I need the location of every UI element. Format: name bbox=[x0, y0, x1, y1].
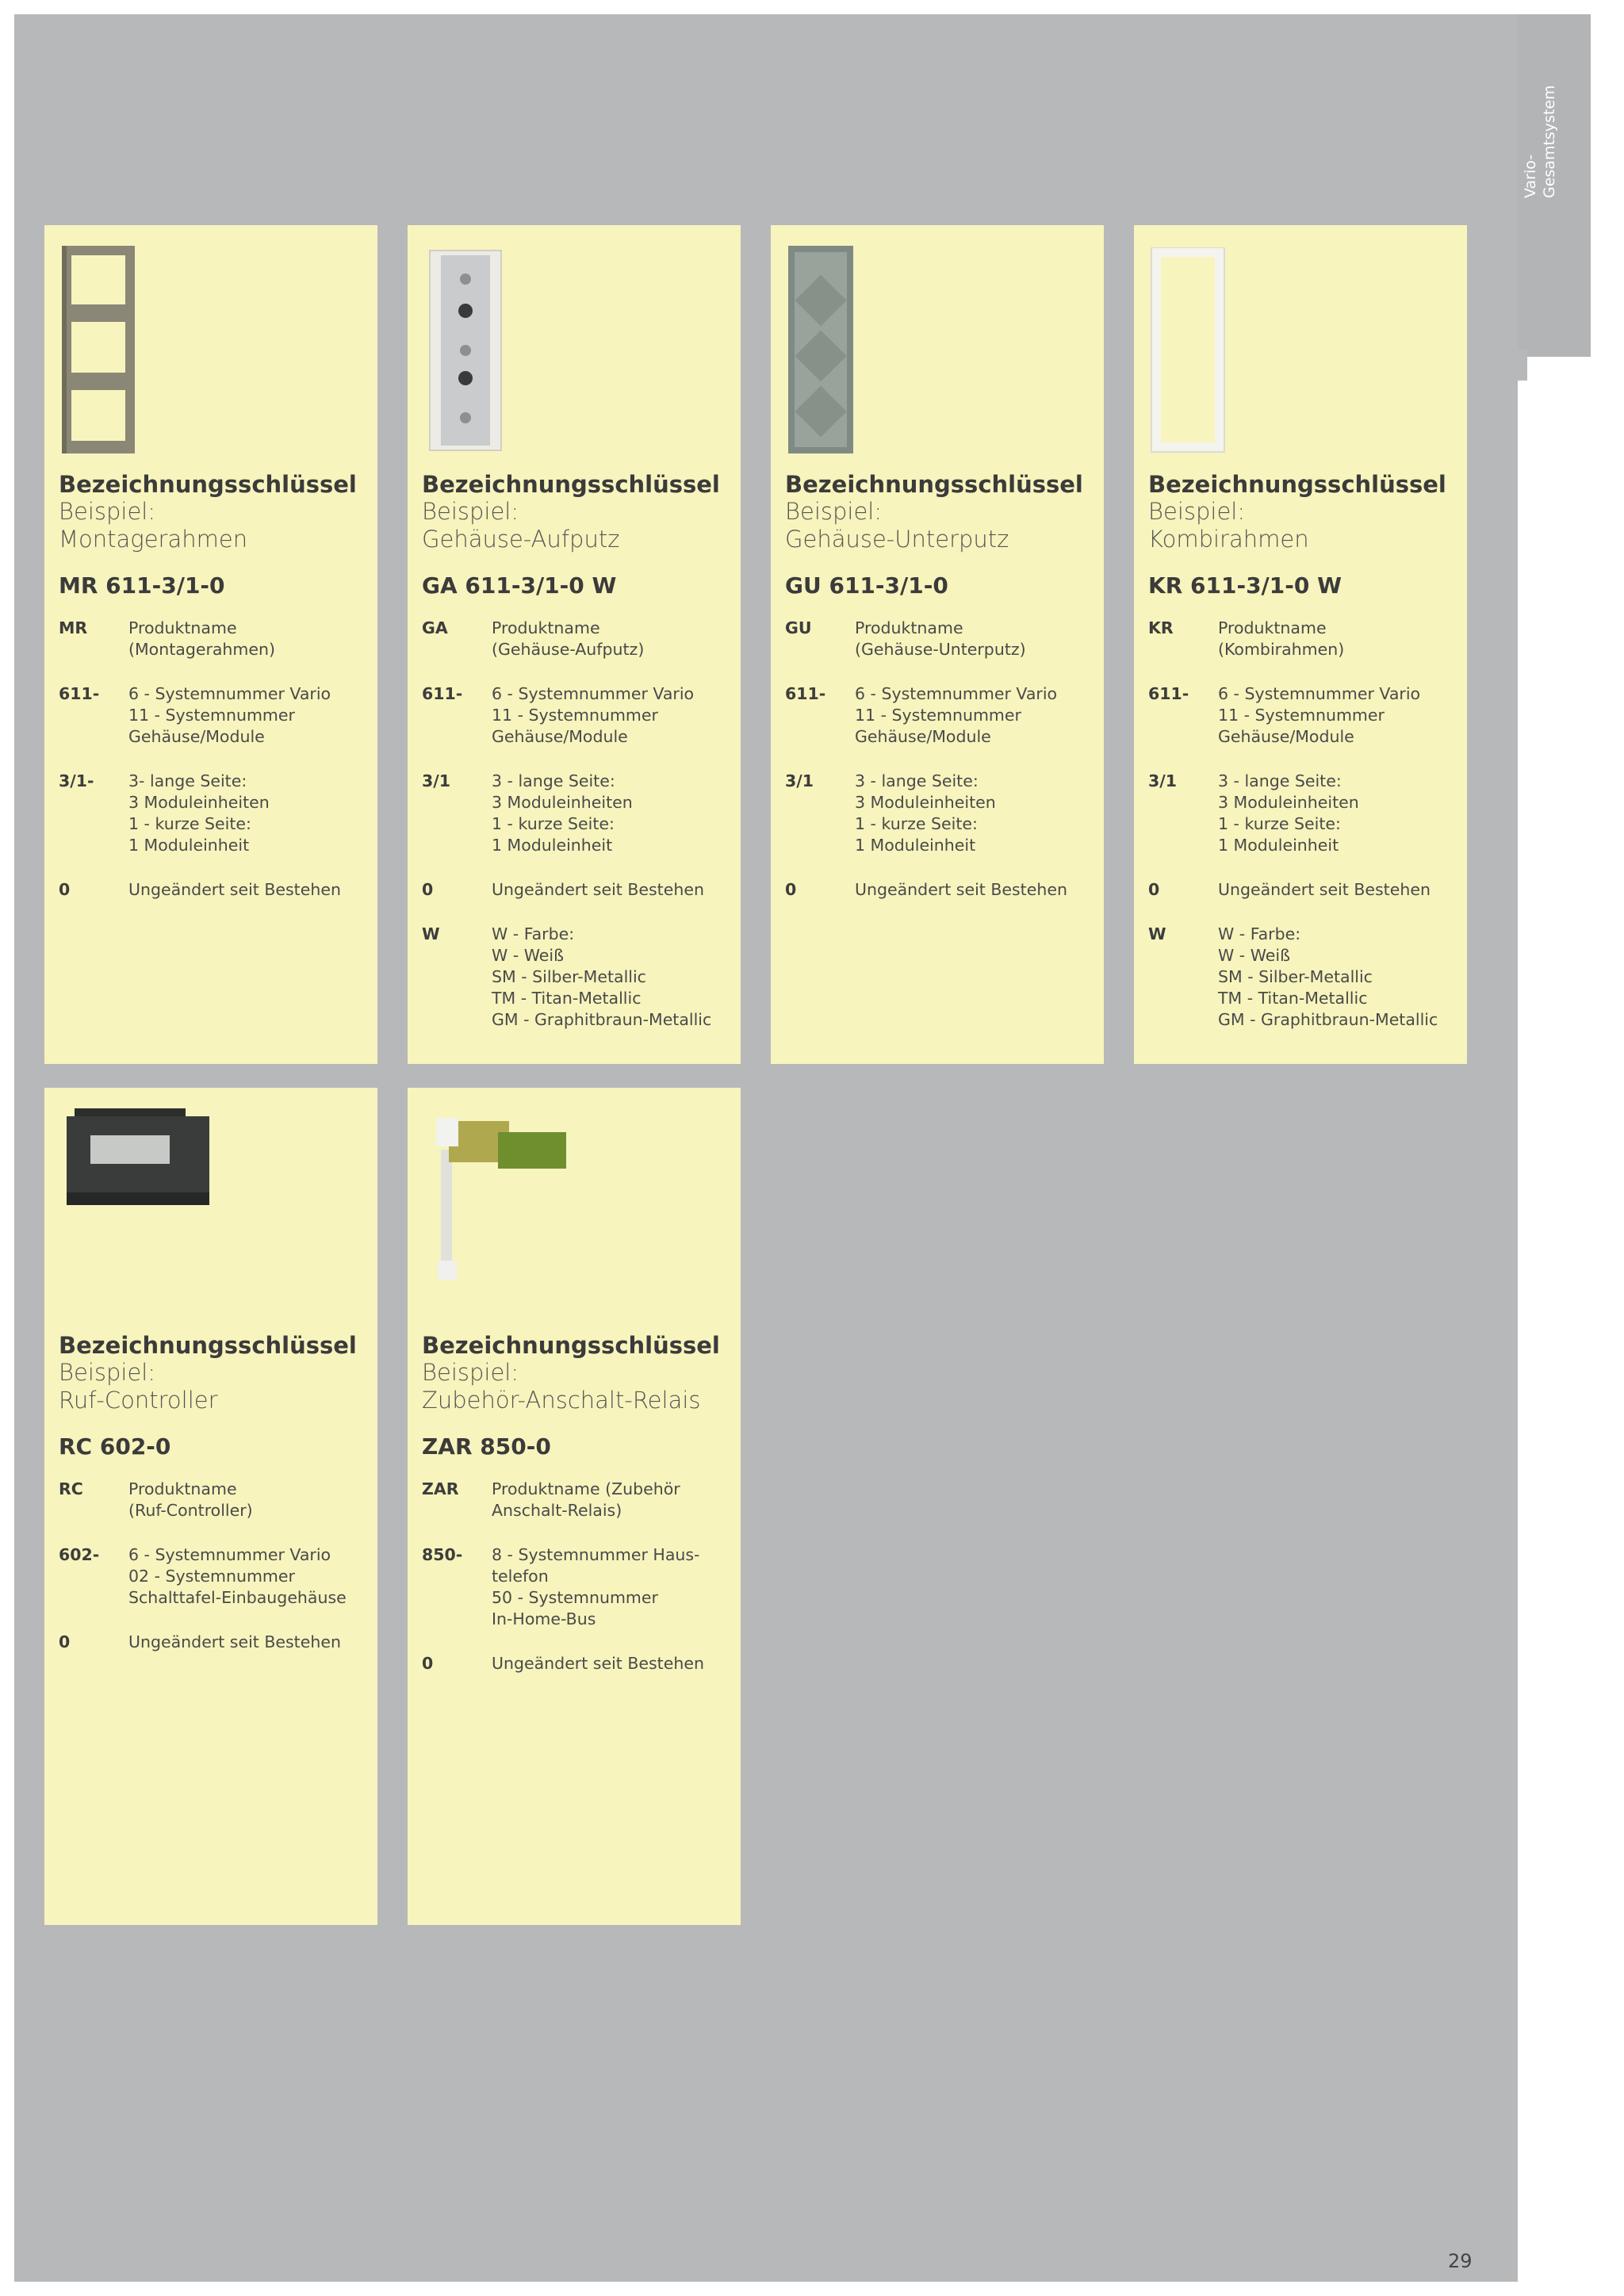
code-row bbox=[59, 618, 371, 660]
code-row bbox=[422, 1479, 734, 1521]
code-key: GU bbox=[785, 618, 812, 637]
card-heading: Bezeichnungsschlüssel bbox=[59, 471, 357, 498]
code-key: 611- bbox=[785, 684, 826, 703]
code-key: RC bbox=[59, 1479, 83, 1498]
code-row bbox=[1148, 771, 1461, 856]
code-desc-line: 11 - Systemnummer bbox=[855, 706, 1021, 725]
code-key: 611- bbox=[422, 684, 463, 703]
code-desc-line: W - Farbe: bbox=[1218, 924, 1301, 943]
code-desc-line: Anschalt-Relais) bbox=[492, 1501, 622, 1520]
code-desc-line: 3 - lange Seite: bbox=[855, 771, 979, 790]
code-desc-line: (Montagerahmen) bbox=[128, 640, 276, 659]
card-code: KR 611-3/1-0 W bbox=[1148, 572, 1342, 599]
code-desc-line: 3 Moduleinheiten bbox=[1218, 793, 1359, 812]
code-desc-line: (Kombirahmen) bbox=[1218, 640, 1345, 659]
code-desc-line: 3 Moduleinheiten bbox=[855, 793, 996, 812]
code-desc-line: (Gehäuse-Aufputz) bbox=[492, 640, 645, 659]
card-example-label: Beispiel: bbox=[785, 498, 883, 525]
card-product-name: Ruf-Controller bbox=[59, 1387, 218, 1414]
card-product-name: Gehäuse-Aufputz bbox=[422, 526, 620, 553]
code-row bbox=[785, 618, 1097, 660]
code-key: 0 bbox=[785, 880, 797, 899]
code-desc-line: TM - Titan-Metallic bbox=[492, 989, 642, 1008]
code-desc-line: 3 Moduleinheiten bbox=[128, 793, 270, 812]
card-heading: Bezeichnungsschlüssel bbox=[422, 471, 720, 498]
ruf-controller-image bbox=[59, 1105, 217, 1216]
code-desc-line: 11 - Systemnummer bbox=[1218, 706, 1385, 725]
card-heading: Bezeichnungsschlüssel bbox=[1148, 471, 1446, 498]
code-desc-line: 6 - Systemnummer Vario bbox=[492, 684, 695, 703]
code-desc-line: 1 - kurze Seite: bbox=[492, 814, 615, 833]
code-row bbox=[422, 618, 734, 660]
card-product-name: Montagerahmen bbox=[59, 526, 248, 553]
code-desc-line: Produktname bbox=[128, 618, 237, 637]
card-example-label: Beispiel: bbox=[59, 1359, 156, 1386]
code-row bbox=[1148, 879, 1461, 901]
card-code: RC 602-0 bbox=[59, 1433, 171, 1460]
card-heading: Bezeichnungsschlüssel bbox=[785, 471, 1083, 498]
code-desc-line: Ungeändert seit Bestehen bbox=[492, 880, 704, 899]
code-desc-line: Produktname (Zubehör bbox=[492, 1479, 680, 1498]
code-key: 3/1 bbox=[785, 771, 814, 790]
code-desc-line: 3 - lange Seite: bbox=[1218, 771, 1342, 790]
card-product-name: Zubehör-Anschalt-Relais bbox=[422, 1387, 701, 1414]
code-desc-line: 11 - Systemnummer bbox=[492, 706, 658, 725]
code-key: MR bbox=[59, 618, 88, 637]
code-desc-line: Ungeändert seit Bestehen bbox=[1218, 880, 1431, 899]
card-example-label: Beispiel: bbox=[422, 498, 519, 525]
code-desc-line: Produktname bbox=[128, 1479, 237, 1498]
code-key: 611- bbox=[59, 684, 100, 703]
code-desc-line: 02 - Systemnummer bbox=[128, 1567, 295, 1586]
code-key: 850- bbox=[422, 1545, 463, 1564]
code-desc-line: GM - Graphitbraun-Metallic bbox=[492, 1010, 712, 1029]
card-example-label: Beispiel: bbox=[59, 498, 156, 525]
code-desc-line: (Ruf-Controller) bbox=[128, 1501, 253, 1520]
code-desc-line: W - Farbe: bbox=[492, 924, 575, 943]
code-desc-line: SM - Silber-Metallic bbox=[1218, 967, 1373, 986]
code-row bbox=[422, 1544, 734, 1630]
code-desc-line: 1 - kurze Seite: bbox=[855, 814, 978, 833]
code-row bbox=[422, 879, 734, 901]
code-row bbox=[59, 771, 371, 856]
code-key: KR bbox=[1148, 618, 1174, 637]
code-desc-line: TM - Titan-Metallic bbox=[1218, 989, 1368, 1008]
code-row bbox=[422, 924, 734, 1031]
product-card-zubehoer-anschalt-relais bbox=[408, 1088, 741, 1925]
code-desc-line: 6 - Systemnummer Vario bbox=[855, 684, 1058, 703]
code-desc-line: In-Home-Bus bbox=[492, 1609, 596, 1628]
code-key: 0 bbox=[59, 1632, 71, 1651]
code-desc-line: Ungeändert seit Bestehen bbox=[492, 1654, 704, 1673]
code-desc-line: Ungeändert seit Bestehen bbox=[855, 880, 1067, 899]
code-desc-line: 11 - Systemnummer bbox=[128, 706, 295, 725]
code-key: 0 bbox=[422, 880, 434, 899]
gehaeuse-unterputz-image bbox=[785, 243, 856, 457]
code-key: 602- bbox=[59, 1545, 100, 1564]
code-desc-line: Ungeändert seit Bestehen bbox=[128, 1632, 341, 1651]
code-key: ZAR bbox=[422, 1479, 459, 1498]
code-row bbox=[785, 879, 1097, 901]
code-desc-line: 1 Moduleinheit bbox=[1218, 836, 1339, 855]
card-example-label: Beispiel: bbox=[1148, 498, 1246, 525]
code-desc-line: Produktname bbox=[855, 618, 963, 637]
card-example-label: Beispiel: bbox=[422, 1359, 519, 1386]
code-desc-line: Ungeändert seit Bestehen bbox=[128, 880, 341, 899]
kombirahmen-image bbox=[1148, 247, 1228, 453]
code-row bbox=[59, 1479, 371, 1521]
code-desc-line: 3- lange Seite: bbox=[128, 771, 247, 790]
code-desc-line: 3 - lange Seite: bbox=[492, 771, 615, 790]
code-row bbox=[422, 683, 734, 748]
code-row bbox=[422, 771, 734, 856]
code-desc-line: Gehäuse/Module bbox=[492, 727, 628, 746]
card-product-name: Kombirahmen bbox=[1148, 526, 1309, 553]
code-desc-line: 50 - Systemnummer bbox=[492, 1588, 658, 1607]
code-desc-line: 1 - kurze Seite: bbox=[128, 814, 251, 833]
side-tab-line2: Gesamtsystem bbox=[1541, 85, 1558, 198]
code-key: 0 bbox=[1148, 880, 1160, 899]
code-desc-line: 1 - kurze Seite: bbox=[1218, 814, 1341, 833]
card-product-name: Gehäuse-Unterputz bbox=[785, 526, 1009, 553]
code-key: 3/1 bbox=[1148, 771, 1178, 790]
code-desc-line: Gehäuse/Module bbox=[855, 727, 991, 746]
product-card-ruf-controller bbox=[44, 1088, 377, 1925]
code-key: 3/1- bbox=[59, 771, 94, 790]
code-desc-line: 6 - Systemnummer Vario bbox=[128, 1545, 331, 1564]
code-desc-line: 6 - Systemnummer Vario bbox=[128, 684, 331, 703]
code-desc-line: 8 - Systemnummer Haus- bbox=[492, 1545, 700, 1564]
code-row bbox=[59, 1632, 371, 1653]
product-card-gehaeuse-unterputz bbox=[771, 225, 1104, 1064]
code-row bbox=[59, 1544, 371, 1609]
card-heading: Bezeichnungsschlüssel bbox=[422, 1332, 720, 1359]
code-key: 3/1 bbox=[422, 771, 451, 790]
code-desc-line: Gehäuse/Module bbox=[1218, 727, 1354, 746]
code-row bbox=[785, 683, 1097, 748]
code-row bbox=[1148, 618, 1461, 660]
code-key: GA bbox=[422, 618, 448, 637]
code-desc-line: W - Weiß bbox=[492, 946, 564, 965]
code-key: 611- bbox=[1148, 684, 1189, 703]
code-row bbox=[1148, 924, 1461, 1031]
code-row bbox=[59, 683, 371, 748]
code-key: W bbox=[422, 924, 440, 943]
code-key: 0 bbox=[422, 1654, 434, 1673]
card-code: ZAR 850-0 bbox=[422, 1433, 551, 1460]
product-card-montagerahmen bbox=[44, 225, 377, 1064]
montagerahmen-image bbox=[59, 243, 138, 457]
side-tab-label[interactable] bbox=[1521, 71, 1584, 198]
code-desc-line: 3 Moduleinheiten bbox=[492, 793, 633, 812]
card-heading: Bezeichnungsschlüssel bbox=[59, 1332, 357, 1359]
code-desc-line: GM - Graphitbraun-Metallic bbox=[1218, 1010, 1438, 1029]
code-row bbox=[1148, 683, 1461, 748]
code-desc-line: 1 Moduleinheit bbox=[128, 836, 250, 855]
code-row bbox=[59, 879, 371, 901]
code-desc-line: (Gehäuse-Unterputz) bbox=[855, 640, 1026, 659]
code-desc-line: Produktname bbox=[492, 618, 600, 637]
code-row bbox=[422, 1653, 734, 1674]
code-key: 0 bbox=[59, 880, 71, 899]
page-number: 29 bbox=[1448, 2250, 1473, 2272]
product-card-kombirahmen bbox=[1134, 225, 1467, 1064]
code-desc-line: 1 Moduleinheit bbox=[855, 836, 976, 855]
card-code: GA 611-3/1-0 W bbox=[422, 572, 617, 599]
code-key: W bbox=[1148, 924, 1166, 943]
code-desc-line: Gehäuse/Module bbox=[128, 727, 265, 746]
card-code: MR 611-3/1-0 bbox=[59, 572, 225, 599]
side-tab-line1: Vario- bbox=[1522, 154, 1539, 198]
card-code: GU 611-3/1-0 bbox=[785, 572, 948, 599]
code-desc-line: W - Weiß bbox=[1218, 946, 1290, 965]
gehaeuse-aufputz-image bbox=[422, 247, 509, 453]
code-desc-line: Schalttafel-Einbaugehäuse bbox=[128, 1588, 347, 1607]
code-desc-line: 1 Moduleinheit bbox=[492, 836, 613, 855]
zubehoer-anschalt-relais-image bbox=[422, 1102, 580, 1284]
product-card-gehaeuse-aufputz bbox=[408, 225, 741, 1064]
code-desc-line: SM - Silber-Metallic bbox=[492, 967, 646, 986]
code-desc-line: telefon bbox=[492, 1567, 549, 1586]
code-row bbox=[785, 771, 1097, 856]
code-desc-line: 6 - Systemnummer Vario bbox=[1218, 684, 1421, 703]
code-desc-line: Produktname bbox=[1218, 618, 1327, 637]
